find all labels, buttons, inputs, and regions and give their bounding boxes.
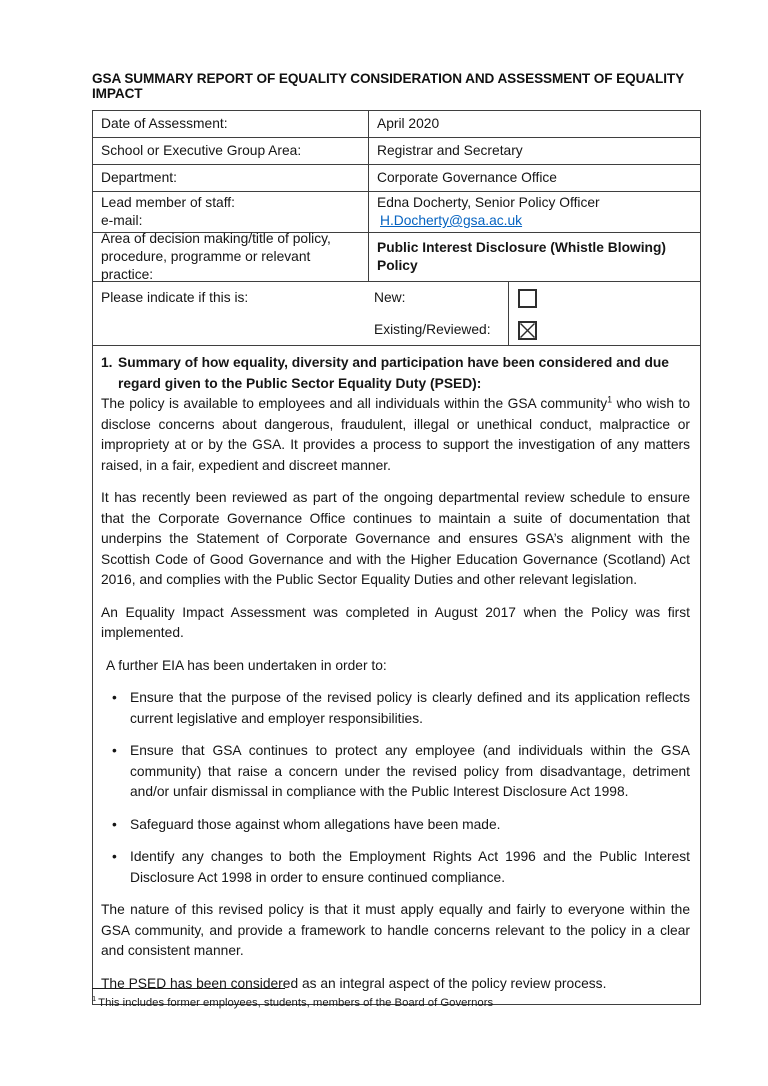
footnote-reference: 1: [607, 394, 613, 405]
footnote-text: This includes former employees, students, members of the Board of Governors: [98, 997, 494, 1009]
footnote-separator: [92, 988, 285, 989]
assessment-info-table: [92, 110, 701, 1005]
department-value: Corporate Governance Office: [377, 170, 557, 185]
section1-summary-cell: [93, 346, 700, 1004]
lead-member-value: [369, 192, 700, 232]
checkbox-x-mark-icon: [520, 323, 535, 338]
paragraph-1-text-cont: who wish to disclose concerns about dangerous, fraudulent, illegal or unethical conduct, malpractice or impropriety at or by the GSA. It provides a process to support the investigation of any matters raised, in a fair, expedient and discreet manner.: [101, 396, 690, 473]
indicate-options: [374, 289, 491, 345]
please-indicate-label: Please indicate if this is:: [101, 290, 249, 305]
checkbox-existing-reviewed[interactable]: [518, 321, 537, 340]
bullet-item: • Ensure that GSA continues to protect any employee (and individuals within the GSA community) that raise a concern under the revised policy from disadvantage, detriment and/or unfair dismissal in compliance with the Public Interest Disclosure Act 1998.: [112, 741, 690, 803]
email-link[interactable]: H.Docherty@gsa.ac.uk: [380, 213, 523, 228]
row-school-group-area: [93, 138, 700, 165]
school-group-area-value: Registrar and Secretary: [377, 143, 523, 158]
paragraph-1-text: The policy is available to employees and all individuals within the GSA community: [101, 396, 608, 411]
option-new-label: New:: [374, 290, 406, 305]
row-area-of-decision: [93, 233, 700, 282]
section1-paragraph-1: [101, 394, 690, 476]
bullet-item: • Safeguard those against whom allegations have been made.: [112, 815, 690, 836]
policy-title-value: Public Interest Disclosure (Whistle Blowing) Policy: [377, 240, 667, 273]
footnote-marker: 1: [92, 994, 97, 1004]
lead-member-label-line2: e-mail:: [101, 213, 143, 228]
checkbox-new[interactable]: [518, 289, 537, 308]
area-of-decision-label-line2: procedure, programme or relevant practice:: [101, 249, 311, 282]
section1-paragraph-3: An Equality Impact Assessment was completed in August 2017 when the Policy was first implemented.: [101, 604, 690, 640]
area-of-decision-label-line1: Area of decision making/title of policy,: [101, 231, 331, 246]
indicate-checkbox-cell: [509, 282, 700, 345]
section1-number: 1.: [101, 355, 113, 370]
bullet-item: • Identify any changes to both the Employment Rights Act 1996 and the Public Interest Disclosure Act 1998 in order to ensure continued compliance.: [112, 847, 690, 888]
section1-paragraph-5: The nature of this revised policy is that it must apply equally and fairly to everyone within the GSA community, and provide a framework to handle concerns relevant to the policy in a clear and consistent manner.: [101, 902, 690, 958]
lead-member-label: [93, 192, 369, 232]
row-lead-member: [93, 192, 700, 233]
date-of-assessment-value: April 2020: [377, 116, 440, 131]
bullet-item: • Ensure that the purpose of the revised policy is clearly defined and its application reflects current legislative and employer responsibilities.: [112, 688, 690, 729]
row-please-indicate: [93, 282, 700, 346]
lead-member-name: Edna Docherty, Senior Policy Officer: [377, 195, 600, 210]
area-of-decision-label: [93, 233, 369, 281]
option-existing-label: Existing/Reviewed:: [374, 322, 491, 337]
row-department: [93, 165, 700, 192]
school-group-area-label: School or Executive Group Area:: [93, 138, 369, 164]
indicate-labels-cell: [93, 282, 509, 345]
document-title: GSA SUMMARY REPORT OF EQUALITY CONSIDERATION AND ASSESSMENT OF EQUALITY IMPACT: [92, 71, 684, 101]
section1-heading: [101, 353, 690, 394]
section1-bullet-list: [101, 688, 690, 888]
section1-heading-text: Summary of how equality, diversity and participation have been considered and due regard given to the Public Sector Equality Duty (PSED):: [118, 355, 669, 391]
section1-paragraph-2: It has recently been reviewed as part of the ongoing departmental review schedule to ensure that the Corporate Governance Office continues to maintain a suite of documentation that underpins the Statement of Corporate Governance and ensures GSA’s alignment with the Scottish Code of Good Governance and with the Higher Education Governance (Scotland) Act 2016, and complies with the Public Sector Equality Duties and other relevant legislation.: [101, 490, 690, 587]
row-date-of-assessment: [93, 111, 700, 138]
date-of-assessment-label: Date of Assessment:: [93, 111, 369, 137]
section1-paragraph-6: The PSED has been considered as an integral aspect of the policy review process.: [101, 975, 607, 991]
department-label: Department:: [93, 165, 369, 191]
section1-paragraph-4: A further EIA has been undertaken in order to:: [106, 657, 387, 673]
lead-member-label-line1: Lead member of staff:: [101, 195, 235, 210]
footnote: [92, 996, 493, 1011]
